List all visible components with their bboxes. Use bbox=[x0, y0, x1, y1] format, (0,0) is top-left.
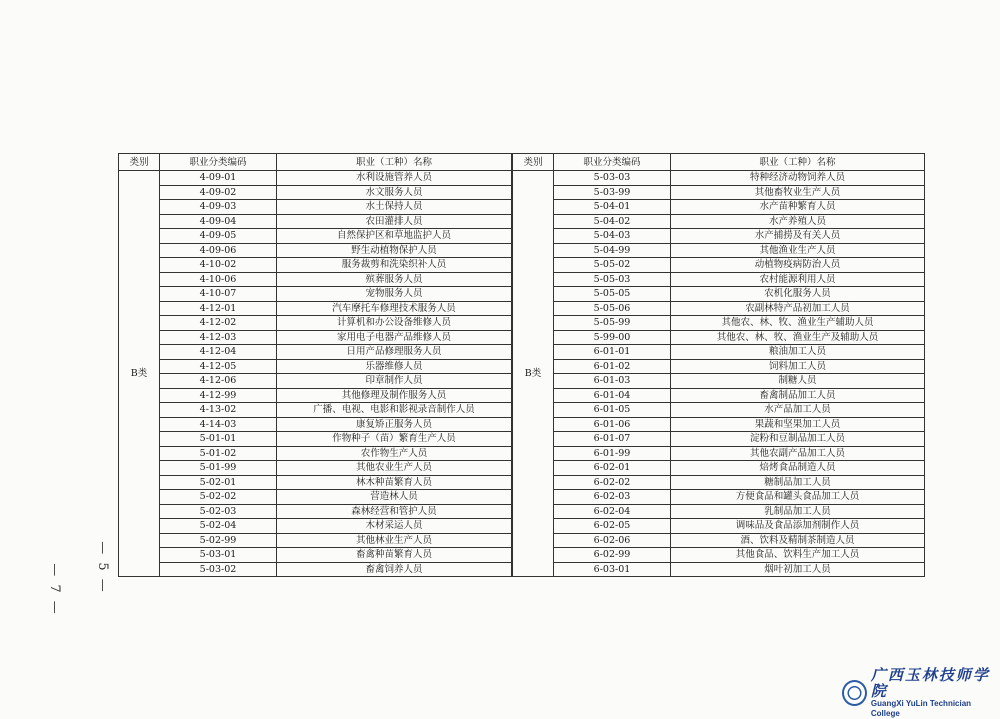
code-cell: 6-02-05 bbox=[554, 519, 671, 534]
table-row bbox=[513, 301, 925, 316]
occupation-name-cell: 水利设施管养人员 bbox=[277, 171, 512, 186]
table-row bbox=[513, 359, 925, 374]
table-row bbox=[513, 403, 925, 418]
code-cell: 4-09-04 bbox=[160, 214, 277, 229]
header-code: 职业分类编码 bbox=[160, 154, 277, 171]
table-row bbox=[513, 316, 925, 331]
table-row bbox=[119, 258, 512, 273]
occupation-name-cell: 其他畜牧业生产人员 bbox=[671, 185, 925, 200]
table-row bbox=[119, 243, 512, 258]
table-row bbox=[513, 330, 925, 345]
occupation-name-cell: 其他渔业生产人员 bbox=[671, 243, 925, 258]
table-row bbox=[513, 229, 925, 244]
table-row bbox=[119, 533, 512, 548]
table-row bbox=[119, 214, 512, 229]
code-cell: 4-09-01 bbox=[160, 171, 277, 186]
occupation-name-cell: 制糖人员 bbox=[671, 374, 925, 389]
occupation-name-cell: 其他农、林、牧、渔业生产及辅助人员 bbox=[671, 330, 925, 345]
code-cell: 6-02-03 bbox=[554, 490, 671, 505]
table-row bbox=[513, 417, 925, 432]
occupation-name-cell: 水产养殖人员 bbox=[671, 214, 925, 229]
code-cell: 5-99-00 bbox=[554, 330, 671, 345]
occupation-name-cell: 服务裁剪和洗染织补人员 bbox=[277, 258, 512, 273]
table-row bbox=[119, 388, 512, 403]
code-cell: 5-01-02 bbox=[160, 446, 277, 461]
occupation-name-cell: 农副林特产品初加工人员 bbox=[671, 301, 925, 316]
page-number-5: — 5 — bbox=[94, 541, 110, 594]
table-row bbox=[119, 287, 512, 302]
code-cell: 4-14-03 bbox=[160, 417, 277, 432]
code-cell: 5-05-03 bbox=[554, 272, 671, 287]
occupation-name-cell: 其他食品、饮料生产加工人员 bbox=[671, 548, 925, 563]
table-row bbox=[119, 432, 512, 447]
table-row bbox=[119, 548, 512, 563]
header-code: 职业分类编码 bbox=[554, 154, 671, 171]
code-cell: 4-12-99 bbox=[160, 388, 277, 403]
occupation-name-cell: 焙烤食品制造人员 bbox=[671, 461, 925, 476]
header-category: 类别 bbox=[513, 154, 554, 171]
occupation-name-cell: 特种经济动物饲养人员 bbox=[671, 171, 925, 186]
occupation-name-cell: 其他农业生产人员 bbox=[277, 461, 512, 476]
occupation-name-cell: 计算机和办公设备维修人员 bbox=[277, 316, 512, 331]
table-row bbox=[513, 374, 925, 389]
occupation-name-cell: 淀粉和豆制品加工人员 bbox=[671, 432, 925, 447]
occupation-name-cell: 林木种苗繁育人员 bbox=[277, 475, 512, 490]
code-cell: 5-03-03 bbox=[554, 171, 671, 186]
code-cell: 6-01-02 bbox=[554, 359, 671, 374]
occupation-name-cell: 水文服务人员 bbox=[277, 185, 512, 200]
code-cell: 4-10-06 bbox=[160, 272, 277, 287]
occupation-name-cell: 水产品加工人员 bbox=[671, 403, 925, 418]
table-header-row bbox=[119, 154, 512, 171]
code-cell: 6-01-07 bbox=[554, 432, 671, 447]
table-row bbox=[513, 345, 925, 360]
code-cell: 6-01-04 bbox=[554, 388, 671, 403]
occupation-name-cell: 作物种子（苗）繁育生产人员 bbox=[277, 432, 512, 447]
occupation-name-cell: 营造林人员 bbox=[277, 490, 512, 505]
code-cell: 4-13-02 bbox=[160, 403, 277, 418]
code-cell: 5-02-01 bbox=[160, 475, 277, 490]
table-row bbox=[119, 229, 512, 244]
table-row bbox=[119, 272, 512, 287]
table-row bbox=[513, 533, 925, 548]
table-row bbox=[513, 519, 925, 534]
table-row bbox=[513, 171, 925, 186]
code-cell: 6-01-01 bbox=[554, 345, 671, 360]
header-name: 职业（工种）名称 bbox=[671, 154, 925, 171]
occupation-name-cell: 水产捕捞及有关人员 bbox=[671, 229, 925, 244]
code-cell: 5-03-01 bbox=[160, 548, 277, 563]
table-header-row bbox=[513, 154, 925, 171]
table-row bbox=[119, 417, 512, 432]
code-cell: 5-03-02 bbox=[160, 562, 277, 577]
table-row bbox=[513, 490, 925, 505]
code-cell: 4-12-01 bbox=[160, 301, 277, 316]
code-cell: 5-02-03 bbox=[160, 504, 277, 519]
table-row bbox=[119, 403, 512, 418]
table-row bbox=[513, 388, 925, 403]
occupation-name-cell: 其他林业生产人员 bbox=[277, 533, 512, 548]
occupation-name-cell: 水土保持人员 bbox=[277, 200, 512, 215]
table-row bbox=[119, 504, 512, 519]
code-cell: 4-10-07 bbox=[160, 287, 277, 302]
occupation-name-cell: 其他农副产品加工人员 bbox=[671, 446, 925, 461]
table-row bbox=[513, 272, 925, 287]
code-cell: 6-01-05 bbox=[554, 403, 671, 418]
header-category: 类别 bbox=[119, 154, 160, 171]
table-row bbox=[119, 359, 512, 374]
table-row bbox=[119, 185, 512, 200]
occupation-name-cell: 广播、电视、电影和影视录音制作人员 bbox=[277, 403, 512, 418]
occupation-name-cell: 野生动植物保护人员 bbox=[277, 243, 512, 258]
code-cell: 5-04-01 bbox=[554, 200, 671, 215]
code-cell: 6-02-01 bbox=[554, 461, 671, 476]
code-cell: 5-02-99 bbox=[160, 533, 277, 548]
occupation-name-cell: 森林经营和管护人员 bbox=[277, 504, 512, 519]
occupation-table-left bbox=[118, 153, 512, 577]
logo-english-name: GuangXi YuLin Technician College bbox=[870, 699, 972, 718]
code-cell: 5-05-06 bbox=[554, 301, 671, 316]
occupation-name-cell: 农作物生产人员 bbox=[277, 446, 512, 461]
category-cell: B类 bbox=[119, 171, 160, 577]
table-row bbox=[513, 475, 925, 490]
occupation-table-right bbox=[512, 153, 925, 577]
occupation-name-cell: 畜禽种苗繁育人员 bbox=[277, 548, 512, 563]
category-cell: B类 bbox=[513, 171, 554, 577]
header-name: 职业（工种）名称 bbox=[277, 154, 512, 171]
occupation-name-cell: 畜禽饲养人员 bbox=[277, 562, 512, 577]
college-logo bbox=[842, 667, 1000, 719]
code-cell: 4-09-06 bbox=[160, 243, 277, 258]
occupation-name-cell: 其他农、林、牧、渔业生产辅助人员 bbox=[671, 316, 925, 331]
occupation-name-cell: 农村能源利用人员 bbox=[671, 272, 925, 287]
table-row bbox=[513, 548, 925, 563]
occupation-name-cell: 家用电子电器产品维修人员 bbox=[277, 330, 512, 345]
table-row bbox=[513, 185, 925, 200]
college-seal-icon bbox=[842, 680, 867, 706]
table-row bbox=[119, 475, 512, 490]
code-cell: 5-02-04 bbox=[160, 519, 277, 534]
occupation-name-cell: 乐器维修人员 bbox=[277, 359, 512, 374]
code-cell: 6-03-01 bbox=[554, 562, 671, 577]
table-row bbox=[513, 446, 925, 461]
occupation-name-cell: 动植物疫病防治人员 bbox=[671, 258, 925, 273]
table-row bbox=[513, 287, 925, 302]
occupation-name-cell: 日用产品修理服务人员 bbox=[277, 345, 512, 360]
table-row bbox=[513, 562, 925, 577]
occupation-name-cell: 其他修理及制作服务人员 bbox=[277, 388, 512, 403]
occupation-name-cell: 果蔬和坚果加工人员 bbox=[671, 417, 925, 432]
code-cell: 5-02-02 bbox=[160, 490, 277, 505]
table-row bbox=[513, 504, 925, 519]
occupation-name-cell: 饲料加工人员 bbox=[671, 359, 925, 374]
table-row bbox=[119, 519, 512, 534]
code-cell: 6-02-02 bbox=[554, 475, 671, 490]
code-cell: 4-12-06 bbox=[160, 374, 277, 389]
code-cell: 6-02-04 bbox=[554, 504, 671, 519]
code-cell: 4-09-03 bbox=[160, 200, 277, 215]
code-cell: 5-05-05 bbox=[554, 287, 671, 302]
code-cell: 5-05-99 bbox=[554, 316, 671, 331]
code-cell: 4-12-02 bbox=[160, 316, 277, 331]
code-cell: 6-01-06 bbox=[554, 417, 671, 432]
table-row bbox=[119, 490, 512, 505]
table-row bbox=[119, 562, 512, 577]
code-cell: 6-01-03 bbox=[554, 374, 671, 389]
code-cell: 4-12-03 bbox=[160, 330, 277, 345]
occupation-name-cell: 木材采运人员 bbox=[277, 519, 512, 534]
code-cell: 6-01-99 bbox=[554, 446, 671, 461]
code-cell: 4-10-02 bbox=[160, 258, 277, 273]
occupation-name-cell: 烟叶初加工人员 bbox=[671, 562, 925, 577]
table-row bbox=[513, 432, 925, 447]
table-row bbox=[119, 446, 512, 461]
occupation-name-cell: 农机化服务人员 bbox=[671, 287, 925, 302]
occupation-name-cell: 印章制作人员 bbox=[277, 374, 512, 389]
table-row bbox=[119, 330, 512, 345]
code-cell: 5-04-02 bbox=[554, 214, 671, 229]
table-row bbox=[119, 171, 512, 186]
table-row bbox=[119, 374, 512, 389]
occupation-name-cell: 殡葬服务人员 bbox=[277, 272, 512, 287]
code-cell: 4-09-05 bbox=[160, 229, 277, 244]
occupation-name-cell: 汽车摩托车修理技术服务人员 bbox=[277, 301, 512, 316]
code-cell: 4-09-02 bbox=[160, 185, 277, 200]
occupation-table-sheet bbox=[118, 153, 925, 577]
occupation-name-cell: 康复矫正服务人员 bbox=[277, 417, 512, 432]
occupation-name-cell: 调味品及食品添加剂制作人员 bbox=[671, 519, 925, 534]
table-row bbox=[119, 200, 512, 215]
code-cell: 5-04-99 bbox=[554, 243, 671, 258]
occupation-name-cell: 宠物服务人员 bbox=[277, 287, 512, 302]
table-row bbox=[119, 301, 512, 316]
occupation-name-cell: 自然保护区和草地监护人员 bbox=[277, 229, 512, 244]
code-cell: 4-12-04 bbox=[160, 345, 277, 360]
occupation-name-cell: 乳制品加工人员 bbox=[671, 504, 925, 519]
table-row bbox=[513, 200, 925, 215]
occupation-name-cell: 方便食品和罐头食品加工人员 bbox=[671, 490, 925, 505]
code-cell: 5-05-02 bbox=[554, 258, 671, 273]
code-cell: 5-04-03 bbox=[554, 229, 671, 244]
occupation-name-cell: 农田灌排人员 bbox=[277, 214, 512, 229]
code-cell: 6-02-99 bbox=[554, 548, 671, 563]
occupation-name-cell: 水产苗种繁育人员 bbox=[671, 200, 925, 215]
table-row bbox=[119, 345, 512, 360]
table-row bbox=[513, 258, 925, 273]
code-cell: 4-12-05 bbox=[160, 359, 277, 374]
table-row bbox=[513, 461, 925, 476]
table-row bbox=[119, 461, 512, 476]
occupation-name-cell: 粮油加工人员 bbox=[671, 345, 925, 360]
page-number-7: — 7 — bbox=[46, 563, 62, 616]
code-cell: 5-03-99 bbox=[554, 185, 671, 200]
code-cell: 5-01-01 bbox=[160, 432, 277, 447]
table-row bbox=[513, 243, 925, 258]
occupation-name-cell: 畜禽制品加工人员 bbox=[671, 388, 925, 403]
table-row bbox=[513, 214, 925, 229]
occupation-name-cell: 酒、饮料及精制茶制造人员 bbox=[671, 533, 925, 548]
logo-chinese-name: 广西玉林技师学院 bbox=[870, 666, 990, 700]
code-cell: 5-01-99 bbox=[160, 461, 277, 476]
occupation-name-cell: 糖制品加工人员 bbox=[671, 475, 925, 490]
code-cell: 6-02-06 bbox=[554, 533, 671, 548]
table-row bbox=[119, 316, 512, 331]
